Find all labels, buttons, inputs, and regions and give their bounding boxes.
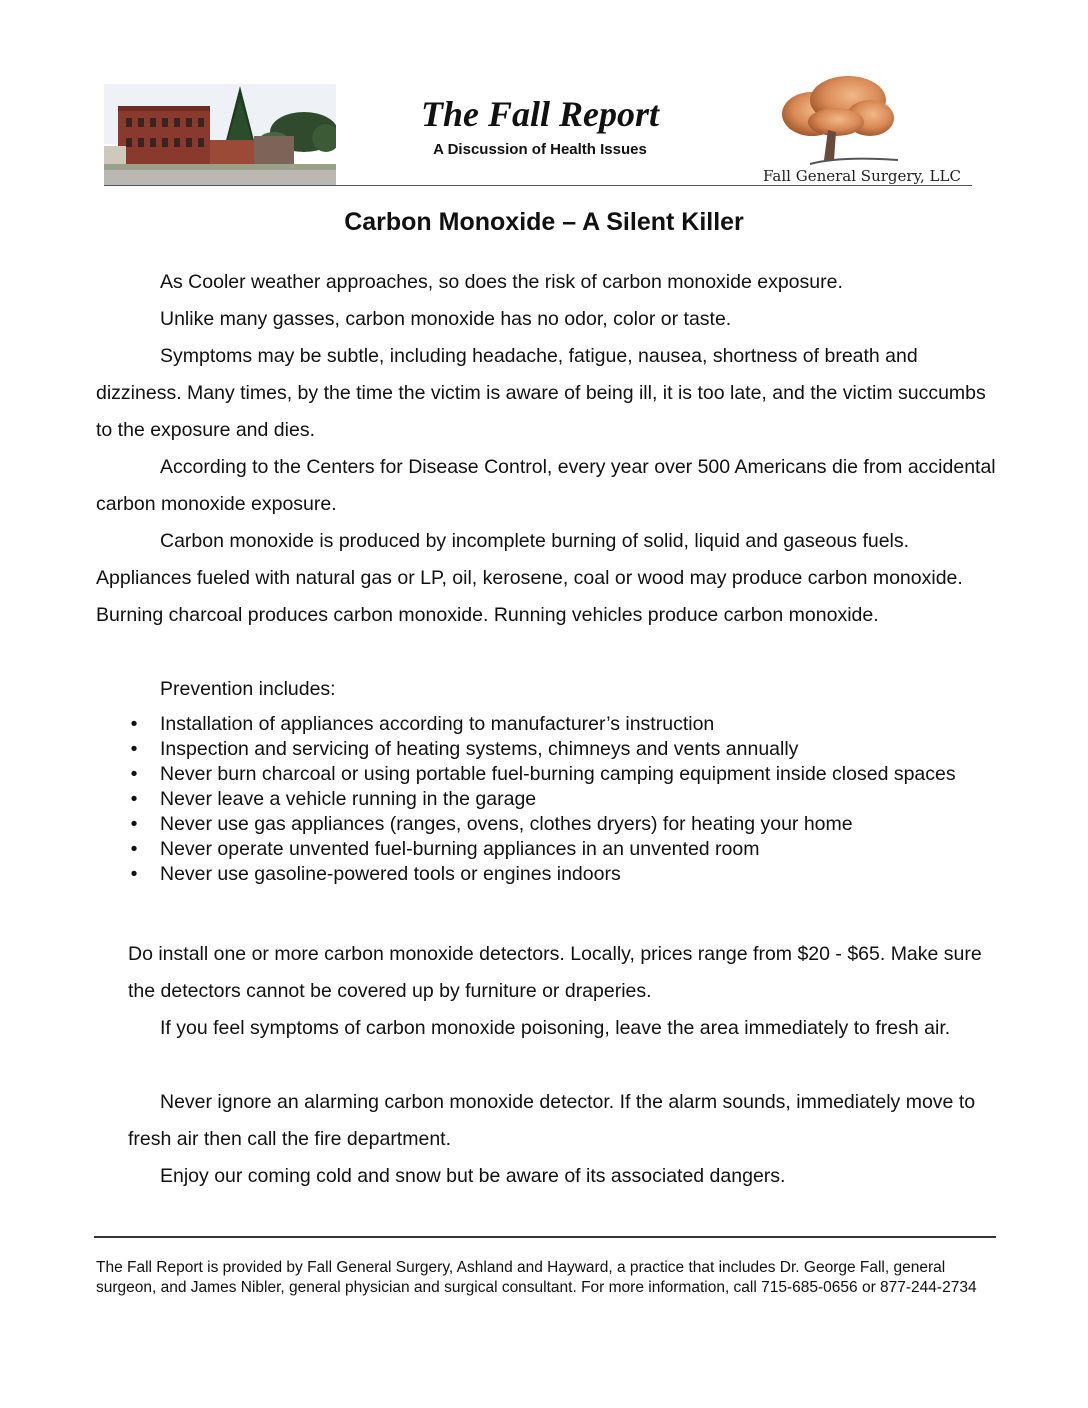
bullet-icon: •: [130, 713, 138, 735]
practice-logo-text: Fall General Surgery, LLC: [763, 167, 961, 185]
bullet-icon: •: [130, 763, 138, 785]
list-item: • Never burn charcoal or using portable fuel-burning camping equipment inside closed spaces: [128, 762, 988, 787]
bullet-icon: •: [130, 788, 138, 810]
paragraph-leave-area: If you feel symptoms of carbon monoxide poisoning, leave the area immediately to fresh air.: [160, 1017, 951, 1039]
bullet-icon: •: [130, 863, 138, 885]
list-item: • Never operate unvented fuel-burning appliances in an unvented room: [128, 837, 988, 862]
bullet-icon: •: [130, 838, 138, 860]
list-item: • Never use gas appliances (ranges, ovens, clothes dryers) for heating your home: [128, 812, 988, 837]
bullet-icon: •: [130, 813, 138, 835]
paragraph-symptoms: Symptoms may be subtle, including headache, fatigue, nausea, shortness of breath and dizziness. Many times, by the time the victim is aware of being ill, it is too late, and the victim succumbs to the exposure and dies.: [96, 345, 986, 441]
paragraph-alarm: Never ignore an alarming carbon monoxide detector. If the alarm sounds, immediately move to fresh air then call the fire department.: [128, 1091, 976, 1150]
paragraph-detectors: Do install one or more carbon monoxide detectors. Locally, prices range from $20 - $65. Make sure the detectors cannot be covered up by furniture or draperies.: [128, 943, 982, 1002]
paragraph-intro: As Cooler weather approaches, so does the risk of carbon monoxide exposure.: [160, 271, 843, 293]
list-item: • Installation of appliances according to manufacturer’s instruction: [128, 712, 988, 737]
paragraph-no-odor: Unlike many gasses, carbon monoxide has no odor, color or taste.: [160, 308, 732, 330]
paragraph-closing: Enjoy our coming cold and snow but be aware of its associated dangers.: [160, 1165, 786, 1187]
clinic-building-photo: [104, 84, 336, 185]
bullet-icon: •: [130, 738, 138, 760]
tree-logo-icon: [770, 74, 900, 170]
list-item: • Never leave a vehicle running in the garage: [128, 787, 988, 812]
prevention-list: [128, 712, 988, 887]
paragraph-prevention-intro: Prevention includes:: [160, 678, 336, 700]
list-item: • Never use gasoline-powered tools or engines indoors: [128, 862, 988, 887]
footer-divider: [94, 1236, 996, 1238]
newsletter-title: The Fall Report: [420, 94, 659, 134]
footer-note: The Fall Report is provided by Fall General Surgery, Ashland and Hayward, a practice that includes Dr. George Fall, general surgeon, and James Nibler, general physician and surgical consultant. For more information, call 715-685-0656 or 877-244-2734: [96, 1259, 977, 1296]
paragraph-cdc-statistic: According to the Centers for Disease Control, every year over 500 Americans die from accidental carbon monoxide exposure.: [96, 456, 996, 515]
newsletter-subtitle: A Discussion of Health Issues: [433, 141, 647, 158]
list-item: • Inspection and servicing of heating systems, chimneys and vents annually: [128, 737, 988, 762]
article-title: Carbon Monoxide – A Silent Killer: [344, 208, 744, 236]
header-divider: [104, 185, 972, 186]
paragraph-sources: Carbon monoxide is produced by incomplete burning of solid, liquid and gaseous fuels. Appliances fueled with natural gas or LP, oil, kerosene, coal or wood may produce carbon monoxide. Burning charcoal produces carbon monoxide. Running vehicles produce carbon monoxide.: [96, 530, 963, 626]
